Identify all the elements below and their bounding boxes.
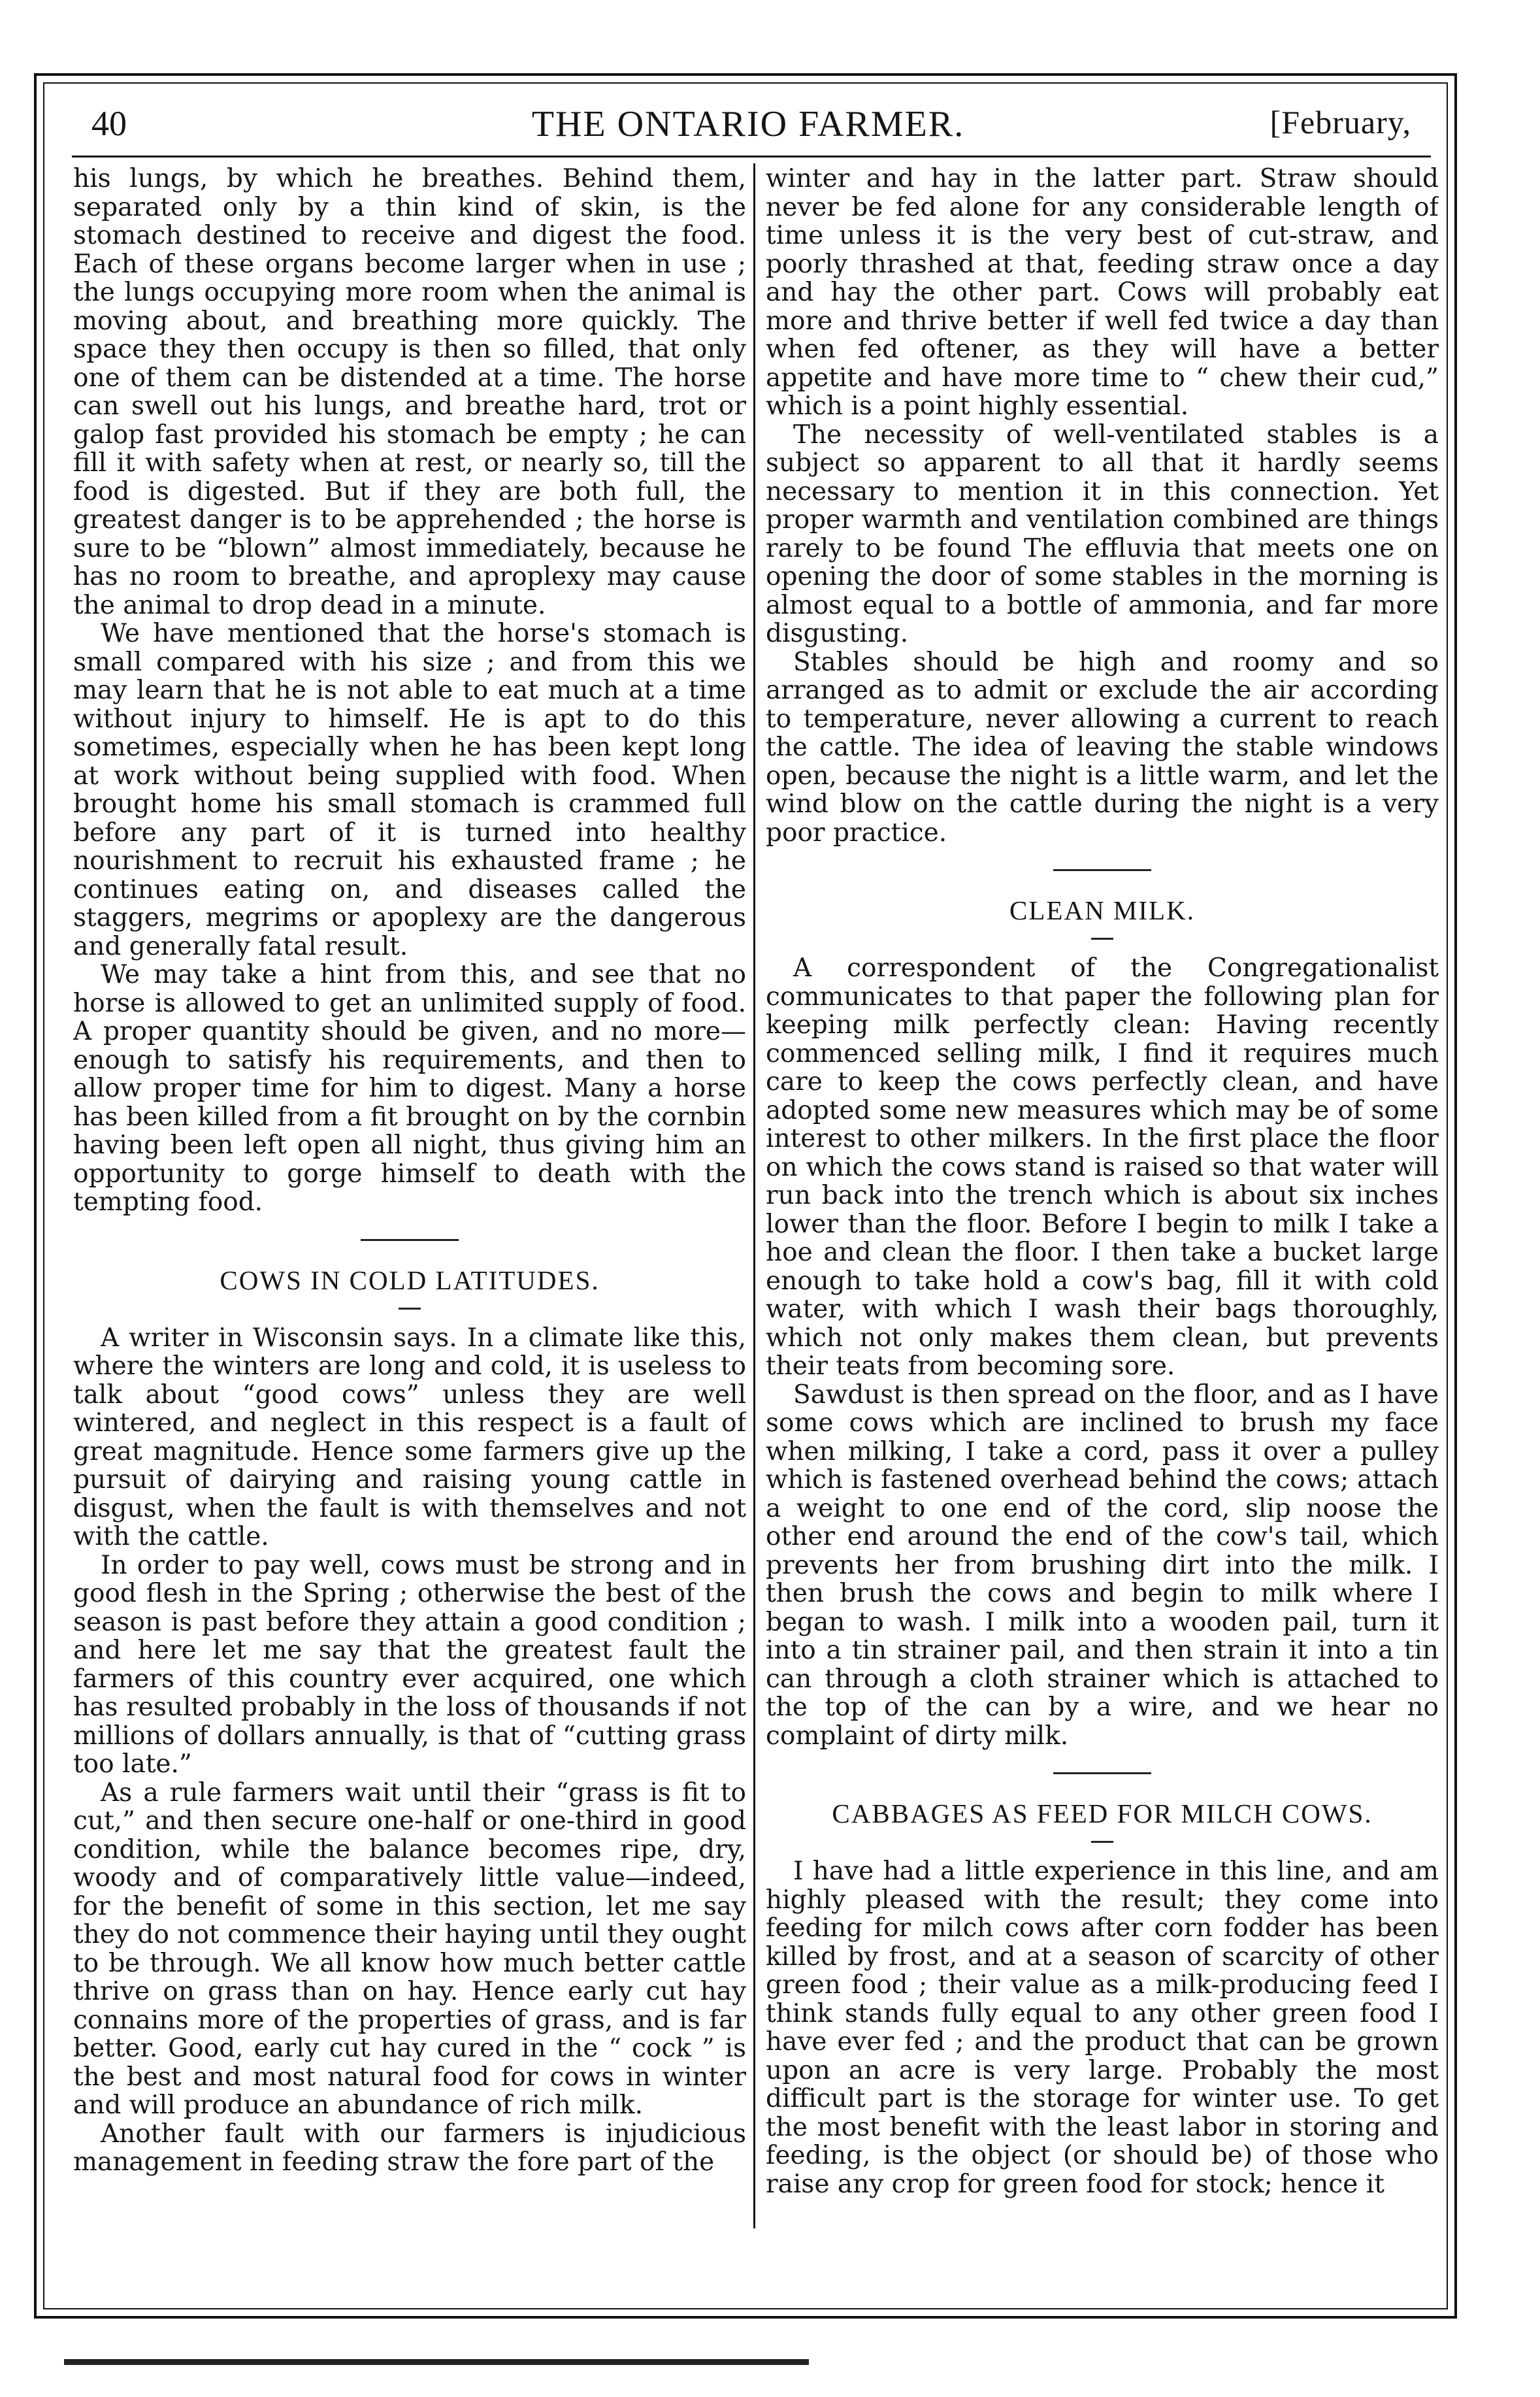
heading-dash	[1091, 1841, 1113, 1843]
section-heading-milk: CLEAN MILK.	[1009, 895, 1195, 925]
paragraph: winter and hay in the latter part. Straw should never be fed alone for any considerable length of time unless it is the very best of cut-straw, and poorly thrashed at that, feeding straw once a day and hay the other part. Cows will probably eat more and thrive better if well fed twice a day than when fed oftener, as they will have a better appetite and have more time to “ chew their cud,” which is a point highly essential.	[766, 165, 1439, 421]
running-header	[65, 98, 1431, 157]
paragraph: A writer in Wisconsin says. In a climate like this, where the winters are long and cold, it is useless to talk about “good cows” unless they are well wintered, and neglect in this respect is a fault of great magnitude. Hence some farmers give up the pursuit of dairying and raising young cattle in disgust, when the fault is with themselves and not with the cattle.	[73, 1323, 746, 1551]
issue-month: [February,	[1270, 104, 1411, 141]
column-divider	[753, 163, 755, 2228]
left-column	[73, 165, 746, 2230]
header-rule	[72, 156, 1431, 157]
footer-rule	[64, 2359, 809, 2365]
paragraph: We may take a hint from this, and see that no horse is allowed to get an unlimited supply of food. A proper quantity should be given, and no more—enough to satisfy his requirements, and then to allow proper time for him to digest. Many a horse has been killed from a fit brought on by the cornbin having been left open all night, thus giving him an opportunity to gorge himself to death with the tempting food.	[73, 960, 746, 1217]
paragraph: his lungs, by which he breathes. Behind them, separated only by a thin kind of skin, is the stomach destined to receive and digest the food. Each of these organs become larger when in use ; the lungs occupying more room when the animal is moving about, and breathing more quickly. The space they then occupy is then so filled, that only one of them can be distended at a time. The horse can swell out his lungs, and breathe hard, trot or galop fast provided his stomach be empty ; he can fill it with safety when at rest, or nearly so, till the food is digested. But if they are both full, the greatest danger is to be apprehended ; the horse is sure to be “blown” almost immediately, because he has no room to breathe, and aproplexy may cause the animal to drop dead in a minute.	[73, 165, 746, 620]
heading-dash	[1091, 938, 1113, 940]
paragraph: A correspondent of the Congregationalist communicates to that paper the following plan for keeping milk perfectly clean: Having recently commenced selling milk, I find it requires much care to keep the cows perfectly clean, and have adopted some new measures which may be of some interest to other milkers. In the first place the floor on which the cows stand is raised so that water will run back into the trench which is about six inches lower than the floor. Before I begin to milk I take a hoe and clean the floor. I then take a bucket large enough to take hold a cow's bag, fill it with cold water, with which I wash their bags thoroughly, which not only makes them clean, but prevents their teats from becoming sore.	[766, 953, 1439, 1381]
section-separator	[361, 1239, 459, 1241]
section-separator	[1053, 1772, 1151, 1774]
heading-dash	[399, 1308, 421, 1310]
paragraph: Stables should be high and roomy and so arranged as to admit or exclude the air according to temperature, never allowing a current to reach the cattle. The idea of leaving the stable windows open, because the night is a little warm, and let the wind blow on the cattle during the night is a very poor practice.	[766, 647, 1439, 848]
section-heading-cows: COWS IN COLD LATITUDES.	[220, 1265, 600, 1295]
paragraph: Another fault with our farmers is injudicious management in feeding straw the fore part of the	[73, 2119, 746, 2177]
paragraph: Sawdust is then spread on the floor, and as I have some cows which are inclined to brush my face when milking, I take a cord, pass it over a pulley which is fastened overhead behind the cows; attach a weight to one end of the cord, slip noose the other end around the end of the cow's tail, which prevents her from brushing dirt into the milk. I then brush the cows and begin to milk where I began to wash. I milk into a wooden pail, turn it into a tin strainer pail, and then strain it into a tin can through a cloth strainer which is attached to the top of the can by a wire, and we hear no complaint of dirty milk.	[766, 1380, 1439, 1751]
right-column	[766, 165, 1439, 2230]
paragraph: In order to pay well, cows must be strong and in good flesh in the Spring ; otherwise the best of the season is past before they attain a good condition ; and here let me say that the greatest fault the farmers of this country ever acquired, one which has resulted probably in the loss of thousands if not millions of dollars annually, is that of “cutting grass too late.”	[73, 1550, 746, 1779]
section-heading-cabbages: CABBAGES AS FEED FOR MILCH COWS.	[832, 1798, 1373, 1828]
paragraph: We have mentioned that the horse's stomach is small compared with his size ; and from this we may learn that he is not able to eat much at a time without injury to himself. He is apt to do this sometimes, especially when he has been kept long at work without being supplied with food. When brought home his small stomach is crammed full before any part of it is turned into healthy nourishment to recruit his exhausted frame ; he continues eating on, and diseases called the staggers, megrims or apoplexy are the dangerous and generally fatal result.	[73, 619, 746, 961]
paragraph: The necessity of well-ventilated stables is a subject so apparent to all that it hardly seems necessary to mention it in this connection. Yet proper warmth and ventilation combined are things rarely to be found The effluvia that meets one on opening the door of some stables in the morning is almost equal to a bottle of ammonia, and far more disgusting.	[766, 420, 1439, 648]
paragraph: As a rule farmers wait until their “grass is fit to cut,” and then secure one-half or one-third in good condition, while the balance becomes ripe, dry, woody and of comparatively little value—indeed, for the benefit of some in this section, let me say they do not commence their haying until they ought to be through. We all know how much better cattle thrive on grass than on hay. Hence early cut hay connains more of the properties of grass, and is far better. Good, early cut hay cured in the “ cock ” is the best and most natural food for cows in winter and will produce an abundance of rich milk.	[73, 1777, 746, 2120]
paragraph: I have had a little experience in this line, and am highly pleased with the result; they come into feeding for milch cows after corn fodder has been killed by frost, and at a season of scarcity of other green food ; their value as a milk-producing feed I think stands fully equal to any other green food I have ever fed ; and the product that can be grown upon an acre is very large. Probably the most difficult part is the storage for winter use. To get the most benefit with the least labor in storing and feeding, is the object (or should be) of those who raise any crop for green food for stock; hence it	[766, 1857, 1439, 2199]
page-number: 40	[91, 104, 127, 143]
section-separator	[1053, 869, 1151, 871]
publication-title: THE ONTARIO FARMER.	[531, 104, 965, 144]
